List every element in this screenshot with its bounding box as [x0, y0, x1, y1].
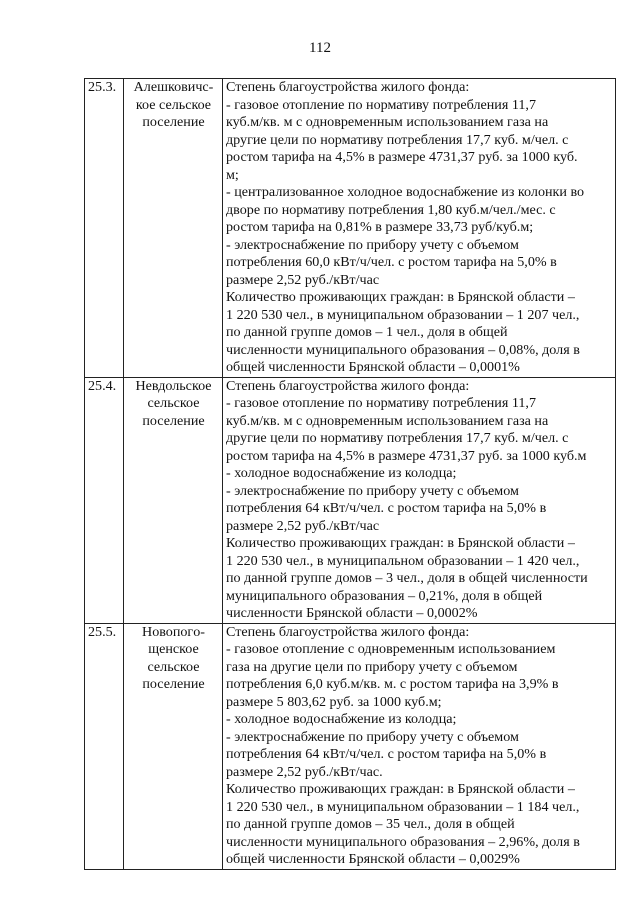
description-line: размере 2,52 руб./кВт/час	[226, 517, 380, 534]
description-line: общей численности Брянской области – 0,0029%	[226, 851, 520, 867]
description-line: Количество проживающих граждан: в Брянской области –	[226, 289, 575, 305]
settlement-name-line: кое сельское	[135, 96, 212, 113]
settlement-name-line: поселение	[142, 114, 205, 130]
description-line: куб.м/кв. м с одновременным использованием газа на	[226, 114, 549, 130]
description-line: куб.м/кв. м с одновременным использованием газа на	[226, 412, 549, 429]
description-line: - электроснабжение по прибору учету с объемом	[226, 482, 519, 499]
description-line: другие цели по нормативу потребления 17,7 куб. м/чел. с	[226, 430, 569, 446]
description-line: Степень благоустройства жилого фонда:	[226, 377, 470, 394]
description-line: дворе по нормативу потребления 1,80 куб.м/чел./мес. с	[226, 201, 556, 218]
description-line: - газовое отопление по нормативу потребления 11,7	[226, 96, 536, 113]
row-number: 25.5.	[85, 623, 124, 869]
settlement-name-line: сельское	[147, 395, 200, 411]
description-line: 1 220 530 чел., в муниципальном образовании – 1 420 чел.,	[226, 552, 580, 569]
table-body	[85, 79, 616, 870]
description-line: по данной группе домов – 1 чел., доля в общей	[226, 324, 508, 340]
description-line: ростом тарифа на 0,81% в размере 33,73 руб/куб.м;	[226, 219, 534, 235]
settlement-name-line: поселение	[142, 676, 205, 692]
table-row	[85, 377, 616, 623]
description-line: численности муниципального образования – 0,08%, доля в	[226, 341, 580, 358]
description-line: ростом тарифа на 4,5% в размере 4731,37 руб. за 1000 куб.м	[226, 447, 587, 464]
row-number: 25.4.	[85, 377, 124, 623]
description-line: - газовое отопление по нормативу потребления 11,7	[226, 395, 536, 411]
description-line: по данной группе домов – 35 чел., доля в общей	[226, 816, 515, 832]
table-row	[85, 79, 616, 378]
description-line: численности Брянской области – 0,0002%	[226, 605, 478, 621]
description-line: 1 220 530 чел., в муниципальном образовании – 1 207 чел.,	[226, 306, 580, 323]
description-line: численности муниципального образования – 2,96%, доля в	[226, 833, 580, 850]
description-line: потребления 6,0 куб.м/кв. м. с ростом тарифа на 3,9% в	[226, 676, 559, 692]
description-line: потребления 64 кВт/ч/чел. с ростом тарифа на 5,0% в	[226, 746, 547, 762]
description-line: - холодное водоснабжение из колодца;	[226, 465, 457, 481]
description-line: - электроснабжение по прибору учету с объемом	[226, 728, 519, 745]
description-line: Количество проживающих граждан: в Брянской области –	[226, 535, 575, 551]
description-line: размере 2,52 руб./кВт/час	[226, 271, 380, 288]
description-line: - электроснабжение по прибору учету с объемом	[226, 236, 519, 253]
description-line: потребления 64 кВт/ч/чел. с ростом тарифа на 5,0% в	[226, 500, 547, 516]
description-line: другие цели по нормативу потребления 17,7 куб. м/чел. с	[226, 131, 569, 148]
description-line: муниципального образования – 0,21%, доля в общей	[226, 587, 543, 604]
page-number: 112	[309, 40, 331, 56]
description-line: - газовое отопление с одновременным использованием	[226, 641, 556, 657]
description-line: потребления 60,0 кВт/ч/чел. с ростом тарифа на 5,0% в	[226, 254, 557, 270]
description-line: газа на другие цели по прибору учету с объемом	[226, 658, 518, 675]
description-line: общей численности Брянской области – 0,0001%	[226, 359, 520, 375]
description-line: по данной группе домов – 3 чел., доля в общей численности	[226, 570, 588, 586]
description-line: м;	[226, 166, 239, 183]
settlement-name-line: щенское	[148, 641, 199, 657]
housing-description-cell	[223, 79, 616, 378]
row-number: 25.3.	[85, 79, 124, 378]
settlement-name-line: Невдольское	[135, 377, 212, 394]
settlement-name-cell	[124, 79, 223, 378]
description-line: Количество проживающих граждан: в Брянской области –	[226, 781, 575, 797]
settlement-name-line: поселение	[142, 412, 205, 429]
description-line: ростом тарифа на 4,5% в размере 4731,37 руб. за 1000 куб.	[226, 149, 578, 165]
settlement-name-line: Алешковичс-	[133, 79, 214, 95]
settlements-table	[84, 78, 616, 870]
description-line: - холодное водоснабжение из колодца;	[226, 711, 457, 727]
description-line: размере 2,52 руб./кВт/час.	[226, 763, 383, 780]
description-line: 1 220 530 чел., в муниципальном образовании – 1 184 чел.,	[226, 798, 580, 815]
description-line: Степень благоустройства жилого фонда:	[226, 623, 470, 640]
settlement-name-cell	[124, 623, 223, 869]
settlement-name-cell	[124, 377, 223, 623]
housing-description-cell	[223, 623, 616, 869]
table-row	[85, 623, 616, 869]
description-line: Степень благоустройства жилого фонда:	[226, 79, 470, 95]
settlement-name-line: сельское	[147, 658, 200, 675]
housing-description-cell	[223, 377, 616, 623]
settlement-name-line: Новопогo-	[142, 623, 205, 640]
description-line: - централизованное холодное водоснабжение из колонки во	[226, 184, 585, 200]
description-line: размере 5 803,62 руб. за 1000 куб.м;	[226, 693, 442, 710]
